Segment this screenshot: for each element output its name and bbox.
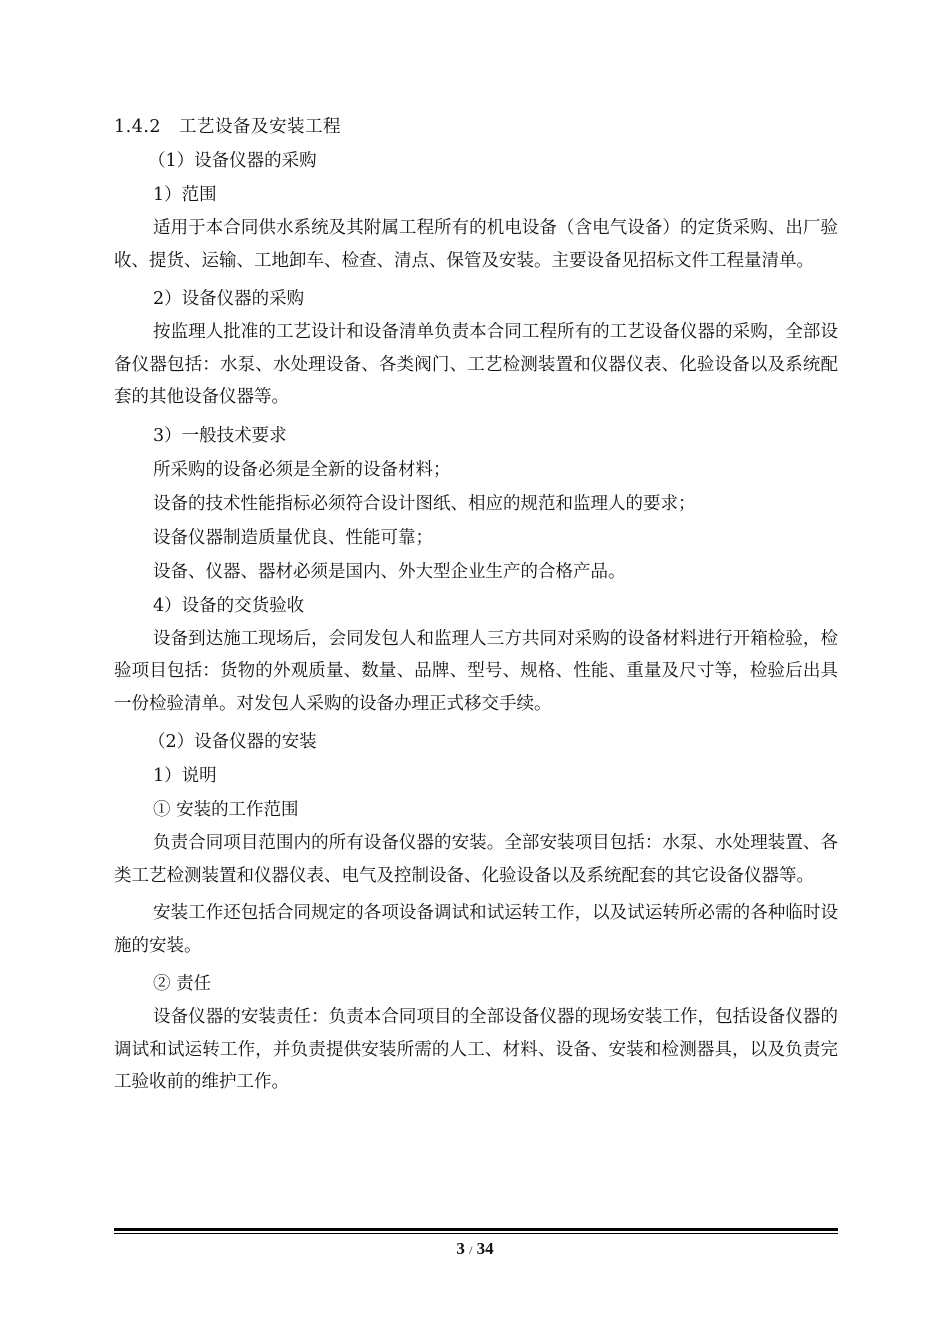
item-heading: 4）设备的交货验收 <box>153 595 305 616</box>
item-heading: 3）一般技术要求 <box>153 425 287 446</box>
requirement-line: 设备仪器制造质量优良、性能可靠； <box>153 527 433 548</box>
item-heading: ② 责任 <box>153 974 212 994</box>
paragraph: 负责合同项目范围内的所有设备仪器的安装。全部安装项目包括：水泵、水处理装置、各类工艺检测装置和仪器仪表、电气及控制设备、化验设备以及系统配套的其它设备仪器等。 <box>114 833 838 886</box>
requirement-line: 设备的技术性能指标必须符合设计图纸、相应的规范和监理人的要求； <box>153 493 696 514</box>
subsection-heading: （1）设备仪器的采购 <box>148 151 317 171</box>
section-heading: 1.4.2 工艺设备及安装工程 <box>114 117 342 137</box>
paragraph: 按监理人批准的工艺设计和设备清单负责本合同工程所有的工艺设备仪器的采购，全部设备仪器包括：水泵、水处理设备、各类阀门、工艺检测装置和仪器仪表、化验设备以及系统配套的其他设备仪器等。 <box>114 322 838 407</box>
paragraph: 安装工作还包括合同规定的各项设备调试和试运转工作，以及试运转所必需的各种临时设施的安装。 <box>114 903 838 956</box>
item-heading: ① 安装的工作范围 <box>153 800 299 820</box>
footer-rule-thin <box>114 1233 838 1234</box>
document-body <box>114 110 838 1099</box>
requirement-line: 设备、仪器、器材必须是国内、外大型企业生产的合格产品。 <box>153 561 626 582</box>
item-heading: 1）说明 <box>153 766 217 786</box>
page-current: 3 <box>456 1239 465 1258</box>
requirement-line: 所采购的设备必须是全新的设备材料； <box>153 459 451 480</box>
page-number <box>0 1238 950 1261</box>
paragraph: 设备仪器的安装责任：负责本合同项目的全部设备仪器的现场安装工作，包括设备仪器的调试和试运转工作，并负责提供安装所需的人工、材料、设备、安装和检测器具，以及负责完工验收前的维护工作。 <box>114 1007 838 1092</box>
paragraph: 适用于本合同供水系统及其附属工程所有的机电设备（含电气设备）的定货采购、出厂验收、提货、运输、工地卸车、检查、清点、保管及安装。主要设备见招标文件工程量清单。 <box>114 218 838 271</box>
paragraph: 设备到达施工现场后，会同发包人和监理人三方共同对采购的设备材料进行开箱检验，检验项目包括：货物的外观质量、数量、品牌、型号、规格、性能、重量及尺寸等，检验后出具一份检验清单。对发包人采购的设备办理正式移交手续。 <box>114 628 838 714</box>
item-heading: 2）设备仪器的采购 <box>153 289 305 309</box>
page-separator: / <box>469 1243 473 1257</box>
footer-rule-thick <box>114 1228 838 1231</box>
subsection-heading: （2）设备仪器的安装 <box>148 732 317 752</box>
page-total: 34 <box>476 1239 494 1258</box>
item-heading: 1）范围 <box>153 185 217 205</box>
